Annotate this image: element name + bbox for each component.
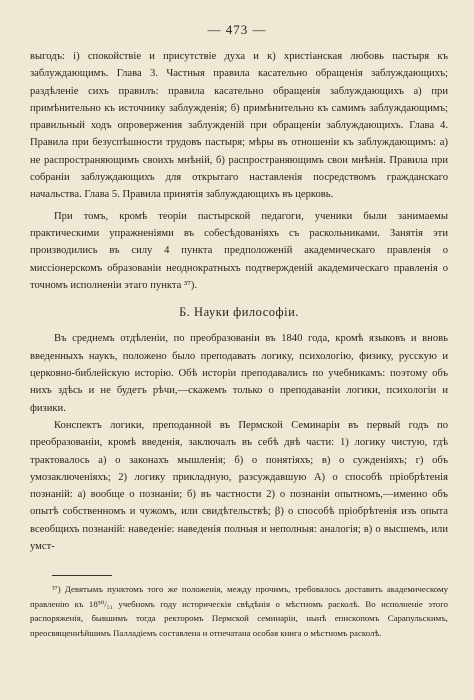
footnote-37: ³⁷) Девятымъ пунктомъ того же положенія, между прочимъ, требовалось доставить академическому правленію къ 18⁵⁰/₅₁ учебномъ году историческія свѣдѣнія о мѣстномъ расколѣ. Во исполненіе этого распоряженія, бывшимъ тогда ректоромъ Пермской семинаріи, нынѣ епископомъ Сарапульскимъ, преосвященнѣйшимъ Палладіемъ составлена и отпечатана особая книга о мѣстномъ расколѣ. — [30, 584, 448, 638]
paragraph-chapters-summary: выгодъ: і) спокойствіе и присутствіе духа и к) христіанская любовь пастыря къ заблуждающимъ. Глава 3. Частныя правила касательно обращенія заблуждающихъ; раздѣленіе сихъ правилъ: правила касательно обращенія заблуждающихъ а) при примѣнительно къ источнику заблужденія; б) примѣнительно къ самимъ заблуждающимъ; правильный ходъ опровержения заблужденій при обращеніи заблуждающихъ. Глава 4. Правила при безуспѣшности трудовъ пастыря; мѣры въ отношеніи къ заблуждающимъ: а) не распространяющимъ своихъ мнѣній, б) распространяющимъ свои мнѣнія. Правила при собраніи заблуждающихъ для открытаго наставленія посредствомъ гражданскаго начальства. Глава 5. Правила принятія заблуждающихъ въ церковь. — [30, 51, 448, 201]
page-number: — 473 — — [207, 22, 267, 37]
paragraph-practical-exercises: При томъ, кромѣ теоріи пастырской педагоги, ученики были занимаемы практическими упражненіями въ собесѣдованіяхъ съ раскольниками. Занятія эти производились въ силу 4 пункта предположеній академическаго правленія о миссіонерскомъ образованіи неоднократныхъ подтвержденій академическаго правленія о точномъ исполненіи этаго пункта ³⁷). — [30, 210, 448, 291]
main-text — [30, 48, 448, 555]
section-heading: Б. Науки философіи. — [179, 305, 299, 320]
paragraph-logic-conspectus: Конспектъ логики, преподанной въ Пермской Семинаріи въ первый годъ по преобразованіи, кромѣ введенія, заключалъ въ себѣ двѣ части: 1) логику чистую, гдѣ трактовалось а) о законахъ мышленія; б) о понятіяхъ; в) о сужденіяхъ; г) объ умозаключеніяхъ; 2) логику прикладную, разсуждавшую А) о способѣ пріобрѣтенія познаній: а) вообще о познаніи; б) въ частности 2) о познаніи опытномъ,—именно объ опытѣ собственномъ и чужомъ, или свидѣтельствѣ; β) о способѣ пріобрѣтенія изъ опыта всеобщихъ познаній: наведеніе: наведенія полныя и неполныя: аналогія; в) о высшемъ, или умст- — [30, 419, 448, 553]
footnote-divider — [52, 575, 112, 576]
footnote — [30, 582, 448, 640]
paragraph-philosophy-subjects: Въ среднемъ отдѣленіи, по преобразованіи въ 1840 года, кромѣ языковъ и вновь введенныхъ наукъ, положено было преподавать логику, психологію, физику, русскую и церковно-библейскую исторію. Обѣ исторіи преподавались по учебникамъ: поэтому объ нихъ здѣсь и не будетъ рѣчи,—скажемъ только о преподаваніи логики, психологіи и физики. — [30, 333, 448, 414]
